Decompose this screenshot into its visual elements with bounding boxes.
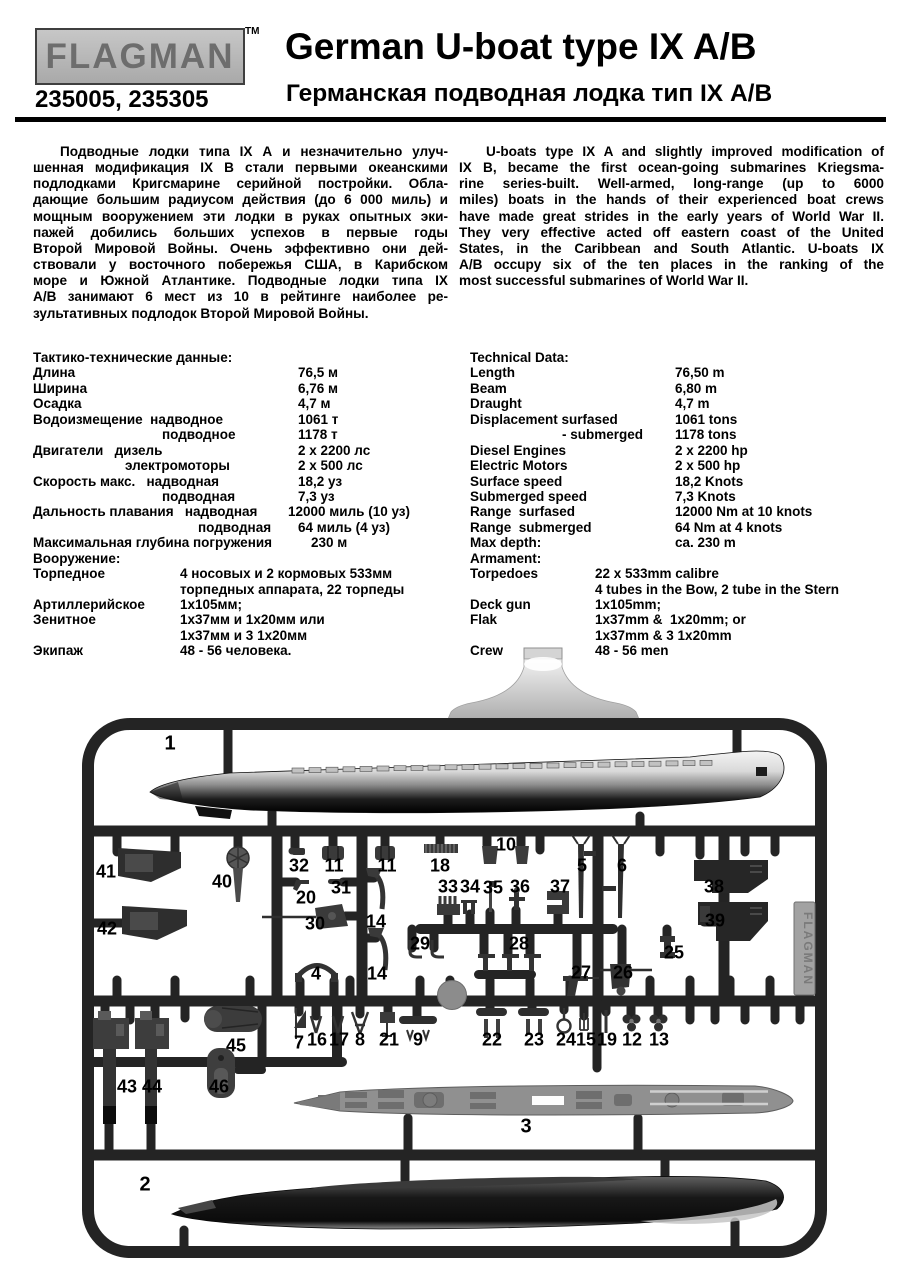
paragraph-line: Второй Мировой Войны. Очень эффективно они дей- (33, 240, 448, 256)
spec-label: подводная (162, 488, 236, 504)
spec-label: Surface speed (470, 473, 563, 489)
spec-label: Flak (470, 612, 498, 628)
spec-value: 230 м (311, 535, 348, 551)
flagman-logo-text: FLAGMAN (45, 36, 235, 76)
spec-value: 1х37мм и 3 1х20мм (180, 627, 308, 643)
spec-label: Displacement surfased (470, 411, 618, 427)
paragraph-line: They very effective acted off eastern coast of the United (459, 224, 884, 240)
spec-label: Двигатели дизель (33, 442, 163, 458)
spec-label: - submerged (562, 427, 644, 443)
part-number-label: 38 (703, 876, 725, 897)
product-codes: 235005, 235305 (35, 86, 209, 113)
spec-value: 7,3 уз (298, 488, 335, 504)
part-number-label: 2 (139, 1173, 151, 1196)
part-number-label: 16 (306, 1029, 328, 1050)
spec-section-title: Armament: (470, 550, 542, 566)
spec-row (470, 566, 888, 581)
spec-label: Зенитное (33, 612, 96, 628)
part-number-label: 42 (96, 918, 118, 939)
spec-row (470, 520, 888, 535)
spec-label: подводное (162, 427, 236, 443)
paragraph-line: A/B occupy six of the ten places in the ranking of the (459, 257, 884, 273)
part-number-label: 25 (663, 942, 685, 963)
spec-value: 6,76 м (298, 380, 339, 396)
spec-value: 2 х 2200 лс (298, 442, 371, 458)
flagman-logo-box (35, 28, 245, 85)
spec-value: ca. 230 m (675, 535, 736, 551)
part-hull-half-2 (172, 1177, 784, 1229)
spec-row (33, 412, 451, 427)
spec-row (470, 535, 888, 550)
paragraph-line: дающие большим радиусом действия (до 6 000 миль) и (33, 192, 448, 208)
spec-value: 2 х 500 лс (298, 458, 363, 474)
spec-value: 1х105мм; (180, 597, 243, 612)
spec-value: 48 - 56 men (595, 643, 669, 659)
intro-paragraph-russian (33, 144, 448, 322)
paragraph-line: море и Южной Атлантике. Подводные лодки типа IX (33, 273, 448, 289)
spec-value: торпедных аппарата, 22 торпеды (180, 581, 405, 597)
part-number-label: 7 (293, 1032, 305, 1053)
part-number-label: 6 (616, 855, 628, 876)
spec-value: 1061 tons (675, 411, 738, 427)
sprue-brand-plate-text: FLAGMAN (801, 912, 815, 986)
paragraph-line: ствовали у восточного побережья США, в Карибском (33, 257, 448, 273)
paragraph-line: Подводные лодки типа IX А и незначительно улуч- (60, 144, 448, 159)
part-number-label: 28 (508, 933, 530, 954)
spec-row (470, 474, 888, 489)
spec-label: Deck gun (470, 597, 531, 612)
part-number-label: 14 (366, 963, 388, 984)
spec-label: электромоторы (125, 458, 230, 474)
part-number-label: 30 (304, 913, 326, 934)
spec-row (33, 612, 451, 627)
spec-row (470, 489, 888, 504)
spec-label: Diesel Engines (470, 442, 567, 458)
part-hull-half-1 (150, 751, 784, 819)
spec-row (33, 504, 451, 519)
spec-value: 18,2 Knots (675, 473, 744, 489)
spec-row (470, 504, 888, 519)
paragraph-line: States, in the Caribbean and South Atlantic. U-boats IX (459, 240, 884, 256)
part-number-label: 32 (288, 855, 310, 876)
spec-value: 2 x 2200 hp (675, 442, 748, 458)
spec-row (470, 582, 888, 597)
spec-row (33, 381, 451, 396)
part-number-label: 10 (495, 834, 517, 855)
part-number-label: 18 (429, 855, 451, 876)
part-number-label: 37 (549, 876, 571, 897)
spec-value: 12000 Nm at 10 knots (675, 504, 813, 520)
spec-value: 4,7 м (298, 396, 331, 412)
spec-row (470, 443, 888, 458)
spec-label: подводная (198, 519, 272, 535)
spec-label: Torpedoes (470, 566, 539, 582)
spec-row (33, 396, 451, 411)
spec-row (470, 365, 888, 380)
paragraph-line: шенная модификация IX В стали первыми океанскими (33, 160, 448, 176)
spec-value: 7,3 Knots (675, 488, 736, 504)
part-number-label: 36 (509, 876, 531, 897)
paragraph-line: IX B, became the first ocean-going submarines Kriegsma- (459, 160, 884, 176)
spec-value: 64 Nm at 4 knots (675, 519, 783, 535)
spec-label: Ширина (33, 380, 88, 396)
part-number-label: 5 (576, 855, 588, 876)
spec-row (33, 566, 451, 581)
spec-value: 76,5 м (298, 365, 339, 381)
part-number-label: 24 (555, 1029, 577, 1050)
spec-value: 2 x 500 hp (675, 458, 741, 474)
part-number-label: 45 (225, 1035, 247, 1056)
spec-row (33, 365, 451, 380)
part-number-label: 20 (295, 887, 317, 908)
spec-row (470, 381, 888, 396)
spec-row (33, 474, 451, 489)
paragraph-line: подлодками Кригсмарине серийной постройки. Обла- (33, 176, 448, 192)
spec-section (33, 350, 451, 551)
part-number-label: 39 (704, 910, 726, 931)
spec-value: 1x105mm; (595, 597, 662, 612)
spec-label: Submerged speed (470, 488, 588, 504)
spec-label: Max depth: (470, 535, 542, 551)
paragraph-line: мощным вооружением эти лодки в руках опытных эки- (33, 208, 448, 224)
spec-label: Beam (470, 380, 507, 396)
spec-value: 64 миль (4 уз) (298, 519, 390, 535)
part-number-label: 4 (310, 963, 322, 984)
page-title-russian: Германская подводная лодка тип IX А/В (286, 80, 773, 107)
spec-label: Range surfased (470, 504, 576, 520)
part-number-label: 12 (621, 1029, 643, 1050)
part-number-label: 41 (95, 861, 117, 882)
spec-row (470, 597, 888, 612)
spec-value: 4,7 m (675, 396, 710, 412)
part-number-label: 17 (328, 1029, 350, 1050)
spec-value: 4 носовых и 2 кормовых 533мм (180, 566, 393, 582)
spec-value: 6,80 m (675, 380, 718, 396)
part-number-label: 23 (523, 1029, 545, 1050)
part-number-label: 27 (570, 962, 592, 983)
part-number-label: 8 (354, 1029, 366, 1050)
part-number-label: 21 (378, 1029, 400, 1050)
spec-label: Crew (470, 643, 504, 659)
technical-data-table-russian (33, 350, 451, 659)
paragraph-line: most successful submarines of World War II. (459, 273, 749, 289)
part-number-label: 11 (324, 855, 344, 876)
technical-data-table-english (470, 350, 888, 659)
trademark-symbol: TM (245, 26, 260, 37)
spec-value: 76,50 m (675, 365, 725, 381)
part-number-label: 34 (459, 876, 481, 897)
part-number-label: 13 (648, 1029, 670, 1050)
spec-row (33, 458, 451, 473)
part-number-label: 43 (116, 1076, 138, 1097)
part-deck-3 (294, 1085, 793, 1115)
spec-section-title: Тактико-технические данные: (33, 350, 233, 365)
spec-label: Draught (470, 396, 522, 412)
spec-section (470, 350, 888, 551)
sprue-photo (0, 640, 900, 1271)
spec-label: Length (470, 365, 515, 381)
spec-row (470, 396, 888, 411)
spec-section-title: Technical Data: (470, 350, 569, 365)
spec-row (470, 412, 888, 427)
spec-label: Скорость макс. надводная (33, 473, 219, 489)
spec-value: 12000 миль (10 уз) (288, 504, 411, 520)
part-number-label: 14 (365, 911, 387, 932)
display-stand (448, 648, 639, 725)
paragraph-line: А/В занимают 6 мест из 10 в рейтинге наиболее ре- (33, 289, 448, 305)
part-number-label: 11 (377, 855, 397, 876)
spec-value: 1061 т (298, 411, 339, 427)
paragraph-line: rine series-built. Well-armed, long-range (up to 6000 (459, 176, 884, 192)
spec-label: Range submerged (470, 519, 592, 535)
paragraph-line: зультативных подлодок Второй Мировой Войны. (33, 305, 369, 321)
intro-paragraph-english (459, 144, 884, 289)
spec-value: 1178 tons (675, 427, 737, 443)
part-number-label: 40 (211, 871, 233, 892)
header-divider-rule (15, 117, 886, 122)
paragraph-line: пажей добились больших успехов в первые годы (33, 224, 448, 240)
spec-label: Длина (33, 365, 76, 381)
spec-label: Водоизмещение надводное (33, 411, 224, 427)
spec-row (33, 520, 451, 535)
spec-row (33, 582, 451, 597)
part-number-label: 35 (482, 877, 504, 898)
spec-row (33, 427, 451, 442)
spec-value: 1x37mm & 1x20mm; or (595, 612, 746, 628)
part-number-label: 3 (520, 1115, 532, 1138)
part-number-label: 1 (164, 732, 176, 755)
spec-row (33, 535, 451, 550)
spec-label: Экипаж (33, 643, 83, 659)
part-number-label: 46 (208, 1076, 230, 1097)
spec-label: Осадка (33, 396, 82, 412)
spec-value: 1х37мм и 1х20мм или (180, 612, 325, 628)
spec-row (470, 458, 888, 473)
spec-value: 48 - 56 человека. (180, 643, 292, 659)
part-number-label: 19 (596, 1029, 618, 1050)
part-number-label: 26 (612, 962, 634, 983)
spec-value: 1178 т (298, 427, 338, 443)
spec-row (470, 612, 888, 627)
part-number-label: 44 (141, 1076, 163, 1097)
paragraph-line: have made great strides in the early years of World War II. (459, 208, 884, 224)
spec-row (33, 443, 451, 458)
spec-value: 22 x 533mm calibre (595, 566, 719, 582)
part-number-label: 29 (409, 933, 431, 954)
spec-label: Торпедное (33, 566, 106, 582)
spec-value: 1x37mm & 3 1x20mm (595, 627, 732, 643)
spec-value: 4 tubes in the Bow, 2 tube in the Stern (595, 581, 840, 597)
part-number-label: 9 (412, 1029, 424, 1050)
spec-value: 18,2 уз (298, 473, 343, 489)
spec-label: Артиллерийское (33, 597, 145, 612)
paragraph-line: miles) boats in the hands of their experienced boat crews (459, 192, 884, 208)
spec-label: Дальность плавания надводная (33, 504, 258, 520)
part-number-label: 33 (437, 876, 459, 897)
part-number-label: 15 (575, 1029, 597, 1050)
spec-label: Максимальная глубина погружения (33, 535, 273, 551)
part-number-label: 31 (330, 877, 352, 898)
paragraph-line: U-boats type IX A and slightly improved modification of (486, 144, 884, 159)
spec-label: Electric Motors (470, 458, 568, 474)
spec-row (33, 489, 451, 504)
spec-section-title: Вооружение: (33, 550, 121, 566)
page-title-english: German U-boat type IX A/B (285, 26, 757, 67)
spec-row (470, 427, 888, 442)
part-number-label: 22 (481, 1029, 503, 1050)
spec-row (33, 597, 451, 612)
